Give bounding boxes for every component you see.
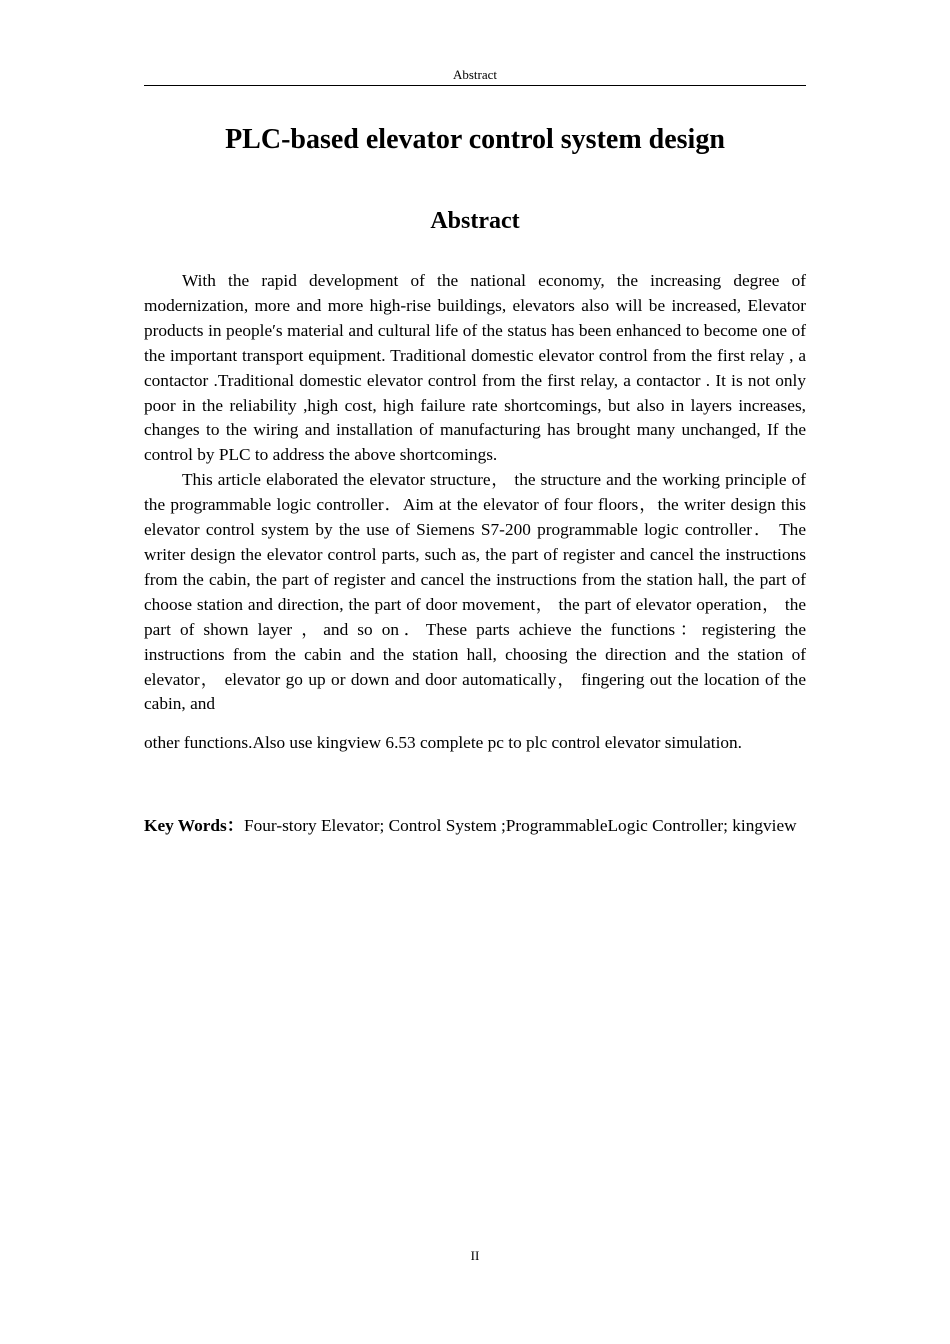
document-title: PLC-based elevator control system design — [225, 124, 725, 155]
running-header: Abstract — [144, 66, 806, 86]
abstract-heading: Abstract — [430, 208, 520, 234]
keywords-label: Key Words： — [144, 816, 245, 835]
abstract-paragraph-3: other functions.Also use kingview 6.53 complete pc to plc control elevator simulation. — [144, 733, 742, 753]
page-number: II — [470, 1248, 480, 1263]
abstract-body — [144, 269, 806, 756]
keywords-text: Four-story Elevator; Control System ;ProgrammableLogic Controller; kingview — [244, 816, 797, 835]
abstract-paragraph-2: This article elaborated the elevator structure， the structure and the working principle of the programmable logic controller．Aim at the elevator of four floors，the writer design this elevator control system by the use of Siemens S7-200 programmable logic controller． The writer design the elevator control parts, such as, the part of register and cancel the instructions from the cabin, the part of register and cancel the instructions from the station hall, the part of choose station and direction, the part of door movement， the part of elevator operation， the part of shown layer ，and so on．These parts achieve the functions：registering the instructions from the cabin and the station hall, choosing the direction and the station of elevator， elevator go up or down and door automatically， fingering out the location of the cabin, and — [144, 470, 806, 714]
keywords-line — [144, 814, 806, 839]
abstract-paragraph-1: With the rapid development of the national economy, the increasing degree of modernization, more and more high-rise buildings, elevators also will be increased, Elevator products in people′s material and cultural life of the status has been enhanced to become one of the important transport equipment. Traditional domestic elevator control from the first relay , a contactor .Traditional domestic elevator control from the first relay, a contactor . It is not only poor in the reliability ,high cost, high failure rate shortcomings, but also in layers increases, changes to the wiring and installation of manufacturing has brought many unchanged, If the control by PLC to address the above shortcomings. — [144, 271, 806, 465]
